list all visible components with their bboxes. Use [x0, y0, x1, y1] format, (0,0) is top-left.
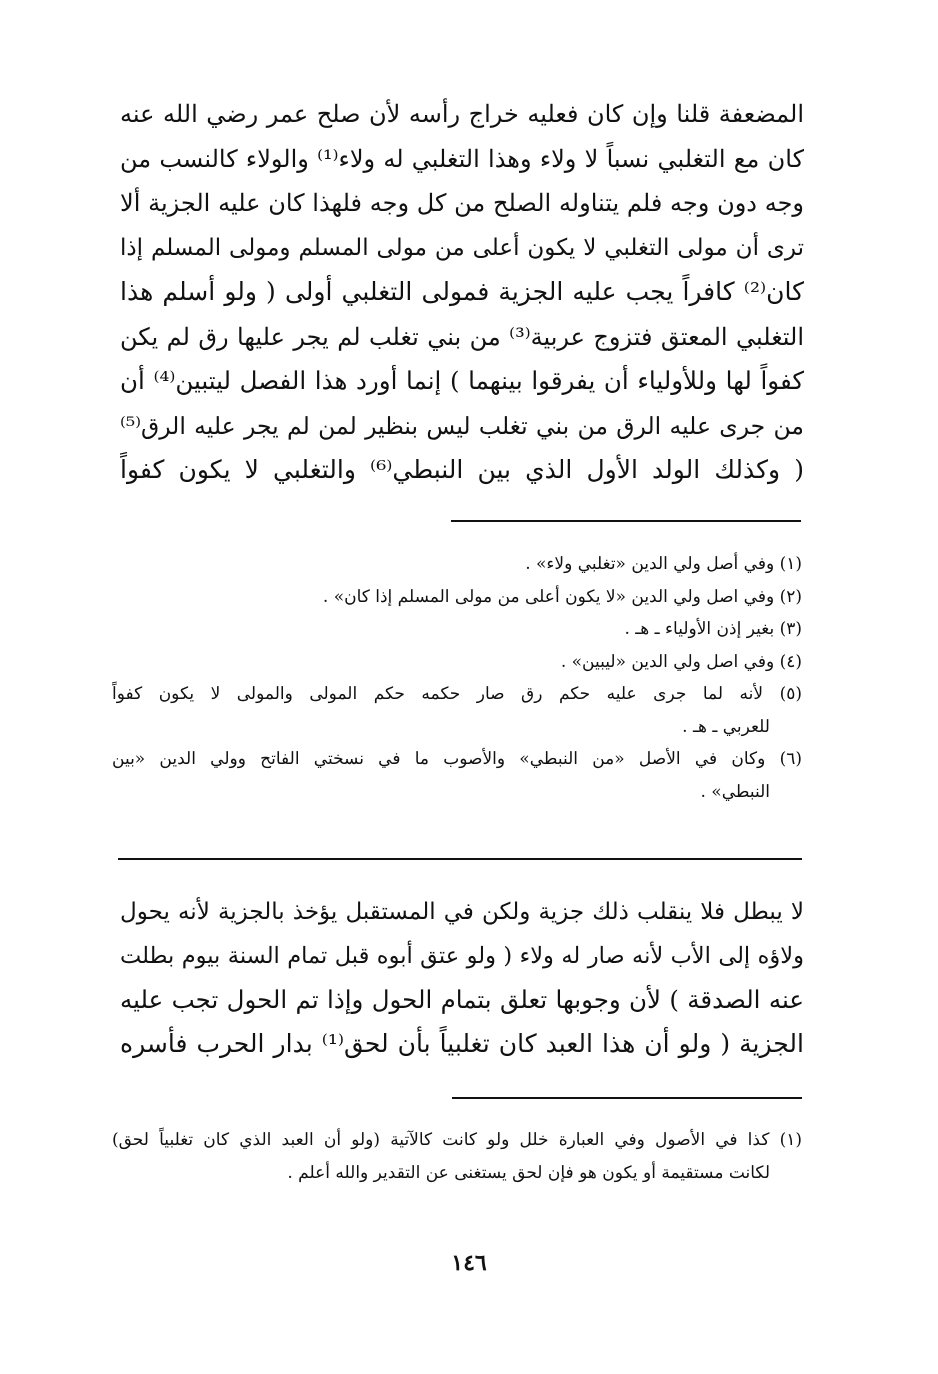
footnote-rule [451, 520, 801, 522]
footnote-3: (٣) بغير إذن الأولياء ـ هـ . [624, 619, 802, 639]
footnote-4: (٤) وفي اصل ولي الدين «ليبين» . [560, 651, 802, 672]
footnote-1: (١) كذا في الأصول وفي العبارة خلل ولو كانت كالآتية (ولو أن العبد الذي كان تغلبياً لحق) [112, 1130, 802, 1150]
text-line: عنه الصدقة ) لأن وجوبها تعلق بتمام الحول وإذا تم الحول تجب عليه [120, 985, 804, 1014]
text-line: كان مع التغلبي نسباً لا ولاء وهذا التغلبي له ولاء⁽¹⁾ والولاء كالنسب من [120, 144, 804, 173]
page-number: ١٤٦ [451, 1250, 487, 1276]
text-line: وجه دون وجه فلم يتناوله الصلح من كل وجه فلهذا كان عليه الجزية ألا [120, 189, 804, 217]
footnote-6-continuation: النبطي» . [700, 781, 770, 802]
upper-body-text [120, 92, 804, 493]
text-line: التغلبي المعتق فتزوج عربية⁽³⁾ من بني تغلب لم يجر عليها رق لم يكن [120, 322, 804, 351]
footnote-6: (٦) وكان في الأصل «من النبطي» والأصوب ما في نسختي الفاتح وولي الدين «بين [112, 749, 802, 769]
text-line: من جرى عليه الرق من بني تغلب ليس بنظير لمن لم يجر عليه الرق⁽⁵⁾ [120, 411, 804, 440]
text-line: الجزية ( ولو أن هذا العبد كان تغلبياً بأن لحق⁽¹⁾ بدار الحرب فأسره [120, 1029, 804, 1058]
text-line: كفواً لها وللأولياء أن يفرقوا بينهما ) إنما أورد هذا الفصل ليتبين⁽⁴⁾ أن [120, 366, 804, 395]
text-line: لا يبطل فلا ينقلب ذلك جزية ولكن في المستقبل يؤخذ بالجزية لأنه يحول [120, 899, 804, 925]
footnote-2: (٢) وفي اصل ولي الدين «لا يكون أعلى من مولى المسلم إذا كان» . [322, 586, 802, 607]
footnote-1-continuation: لكانت مستقيمة أو يكون هو فإن لحق يستغنى عن التقدير والله أعلم . [287, 1162, 770, 1183]
lower-body-text [120, 890, 804, 1066]
text-line: ( وكذلك الولد الأول الذي بين النبطي⁽⁶⁾ والتغلبي لا يكون كفواً [120, 455, 804, 484]
footnote-5: (٥) لأنه لما جرى عليه حكم رق صار حكمه حكم المولى والمولى لا يكون كفواً [112, 684, 802, 704]
text-line: كان⁽²⁾ كافراً يجب عليه الجزية فمولى التغلبي أولى ( ولو أسلم هذا [120, 277, 804, 306]
upper-footnotes [112, 548, 802, 808]
page-separator [118, 858, 802, 860]
footnote-5-continuation: للعربي ـ هـ . [682, 716, 770, 737]
lower-footnotes [112, 1124, 802, 1189]
text-line: المضعفة قلنا وإن كان فعليه خراج رأسه لأن صلح عمر رضي الله عنه [120, 100, 804, 128]
text-line: ترى أن مولى التغلبي لا يكون أعلى من مولى المسلم ومولى المسلم إذا [120, 234, 804, 261]
text-line: ولاؤه إلى الأب لأنه صار له ولاء ( ولو عتق أبوه قبل تمام السنة بيوم بطلت [120, 943, 804, 969]
footnote-1: (١) وفي أصل ولي الدين «تغلبي ولاء» . [525, 554, 802, 574]
footnote-rule [452, 1097, 802, 1099]
